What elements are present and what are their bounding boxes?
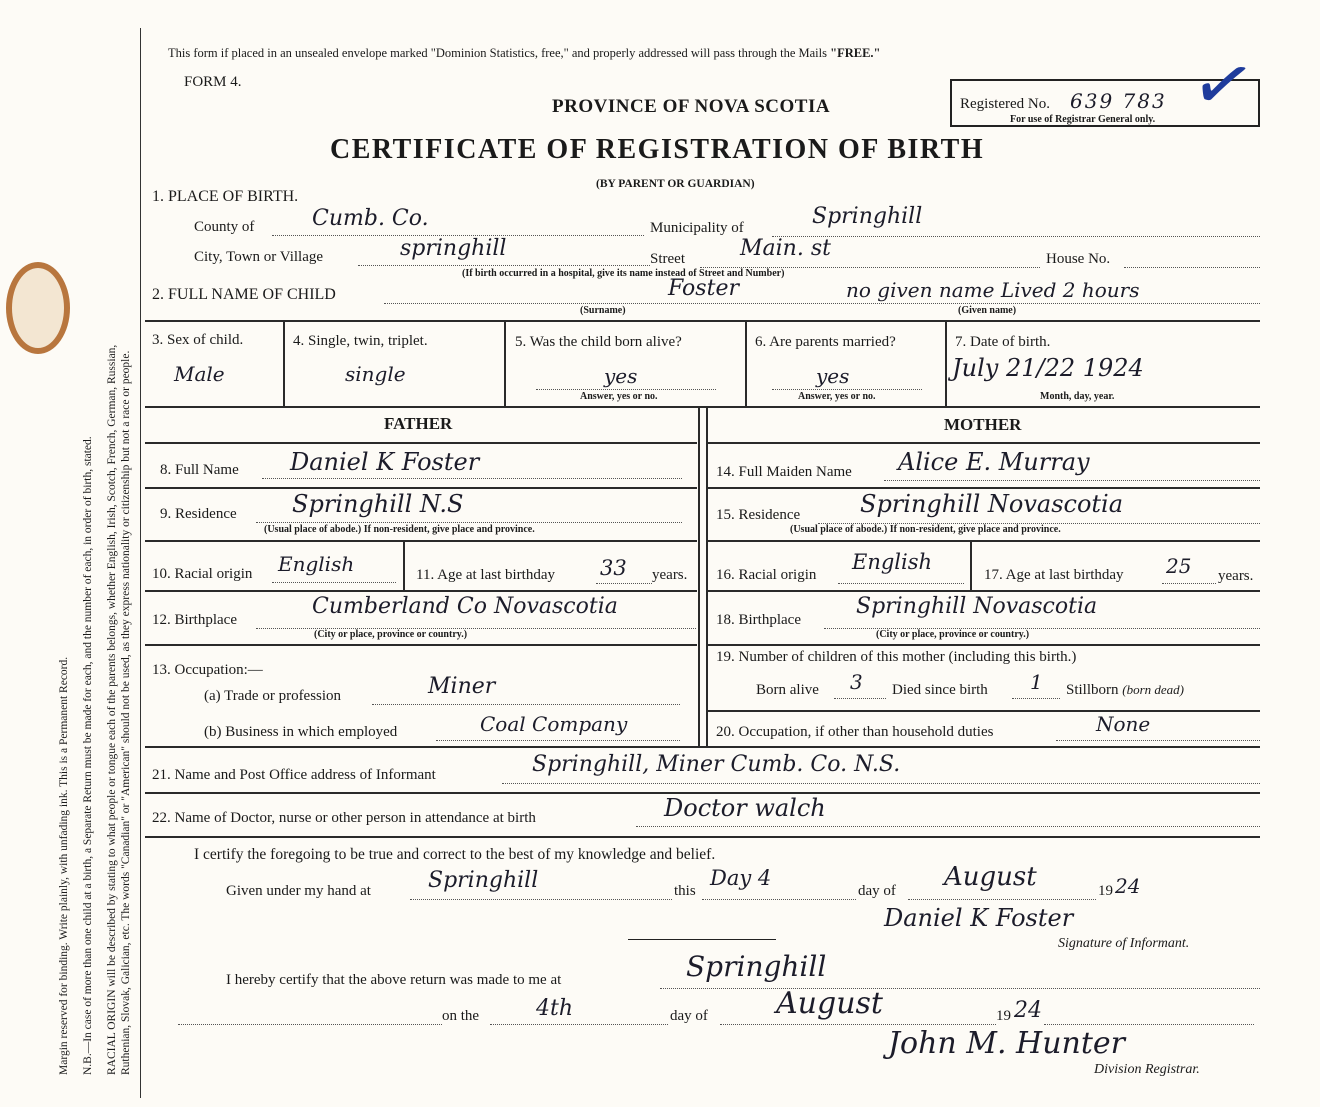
margin-note-3: RACIAL ORIGIN will be described by stating to what people or tongue each of the parents belongs, whether English, Irish, Scotch, French, German, Russian, [106, 344, 118, 1075]
died-label: Died since birth [892, 682, 988, 698]
reg-year-value: 24 [1014, 998, 1042, 1023]
margin-note-2: N.B.—In case of more than one child at a birth, a Separate Return must be made for each, and the number of each, in order of birth, stated. [82, 436, 94, 1075]
father-name-value: Daniel K Foster [290, 448, 480, 476]
mother-birthplace-label: 18. Birthplace [716, 612, 801, 628]
city-label: City, Town or Village [194, 249, 324, 265]
mother-years-label: years. [1218, 568, 1254, 584]
year-value: 24 [1115, 874, 1141, 898]
mother-birthplace-value: Springhill Novascotia [856, 594, 1098, 619]
date-label: 7. Date of birth. [955, 334, 1051, 350]
doctor-value: Doctor walch [664, 794, 826, 822]
stillborn-note: (born dead) [1122, 682, 1185, 697]
date-value: July 21/22 1924 [952, 354, 1144, 382]
reg-day-of-label: day of [670, 1008, 708, 1024]
registrar-caption: Division Registrar. [1094, 1062, 1200, 1077]
margin-rule [140, 28, 141, 1098]
mail-notice-text: This form if placed in an unsealed envelope marked "Dominion Statistics, free," and properly addressed will pass through the Mails [168, 46, 827, 60]
binding-hole [6, 262, 70, 354]
on-the-label: on the [442, 1008, 480, 1024]
mother-residence-value: Springhill Novascotia [860, 490, 1124, 518]
mail-free: "FREE." [830, 46, 881, 60]
stillborn-label [1066, 682, 1184, 699]
children-label: 19. Number of children of this mother (including this birth.) [716, 649, 1077, 665]
father-age-value: 33 [600, 556, 627, 580]
business-label: (b) Business in which employed [204, 724, 398, 740]
certificate-title: CERTIFICATE OF REGISTRATION OF BIRTH [330, 134, 985, 165]
father-residence-value: Springhill N.S [292, 490, 464, 518]
mother-birthplace-caption: (City or place, province or country.) [876, 629, 1030, 640]
alive-label: 5. Was the child born alive? [515, 334, 682, 350]
informant-signature: Daniel K Foster [884, 904, 1074, 932]
given-label: Given under my hand at [226, 883, 371, 899]
surname-caption: (Surname) [580, 305, 626, 316]
street-label: Street [650, 251, 685, 267]
father-race-label: 10. Racial origin [152, 566, 253, 582]
alive-caption: Answer, yes or no. [580, 391, 658, 402]
alive-value: yes [604, 364, 638, 388]
mother-race-value: English [852, 550, 933, 574]
mother-race-label: 16. Racial origin [716, 567, 817, 583]
child-given-value: no given name Lived 2 hours [846, 278, 1140, 302]
given-caption: (Given name) [958, 305, 1017, 316]
registrar-place: Springhill [686, 950, 827, 983]
month-value: August [944, 862, 1037, 892]
day-of-label: day of [858, 883, 896, 899]
date-caption: Month, day, year. [1040, 391, 1115, 402]
mother-name-label: 14. Full Maiden Name [716, 464, 852, 480]
certificate-subtitle: (BY PARENT OR GUARDIAN) [596, 178, 755, 190]
given-place-value: Springhill [428, 868, 539, 893]
child-name-label: 2. FULL NAME OF CHILD [152, 286, 336, 303]
stillborn-text: Stillborn [1066, 682, 1119, 698]
house-label: House No. [1046, 251, 1111, 267]
father-residence-caption: (Usual place of abode.) If non-resident, give place and province. [264, 524, 535, 535]
father-age-label: 11. Age at last birthday [416, 567, 555, 583]
registrar-signature: John M. Hunter [888, 1026, 1126, 1061]
married-value: yes [816, 364, 850, 388]
father-heading: FATHER [384, 414, 453, 433]
check-mark-icon: ✓ [1184, 39, 1262, 133]
died-value: 1 [1030, 670, 1043, 694]
registered-value: 639 783 [1070, 89, 1167, 113]
occupation-label: 13. Occupation:— [152, 662, 263, 678]
married-caption: Answer, yes or no. [798, 391, 876, 402]
father-residence-label: 9. Residence [160, 506, 237, 522]
father-birthplace-value: Cumberland Co Novascotia [312, 594, 618, 619]
business-value: Coal Company [480, 712, 628, 736]
born-alive-value: 3 [850, 670, 863, 694]
certify-statement: I certify the foregoing to be true and correct to the best of my knowledge and belief. [194, 846, 716, 863]
county-value: Cumb. Co. [312, 206, 429, 231]
registrar-note: For use of Registrar General only. [1010, 114, 1156, 125]
mother-age-value: 25 [1166, 554, 1192, 578]
registered-label: Registered No. [960, 96, 1050, 112]
father-birthplace-label: 12. Birthplace [152, 612, 237, 628]
day-value: Day 4 [710, 866, 772, 890]
street-value: Main. st [740, 236, 831, 261]
father-race-value: English [278, 552, 355, 576]
municipality-label: Municipality of [650, 220, 744, 236]
doctor-label: 22. Name of Doctor, nurse or other person in attendance at birth [152, 810, 536, 826]
margin-note-1: Margin reserved for binding. Write plainly, with unfading ink. This is a Permanent Record. [58, 656, 70, 1075]
mother-heading: MOTHER [944, 415, 1022, 434]
reg-month-value: August [776, 986, 883, 1021]
mother-residence-caption: (Usual place of abode.) If non-resident, give place and province. [790, 524, 1061, 535]
reg-day-value: 4th [536, 996, 574, 1021]
sex-label: 3. Sex of child. [152, 332, 244, 348]
trade-label: (a) Trade or profession [204, 688, 342, 704]
informant-value: Springhill, Miner Cumb. Co. N.S. [532, 752, 901, 777]
place-heading: 1. PLACE OF BIRTH. [152, 188, 299, 205]
mother-occupation-label: 20. Occupation, if other than household duties [716, 724, 994, 740]
child-surname-value: Foster [668, 276, 739, 301]
single-label: 4. Single, twin, triplet. [293, 333, 428, 349]
hospital-note: (If birth occurred in a hospital, give its name instead of Street and Number) [462, 268, 785, 279]
married-label: 6. Are parents married? [755, 334, 896, 350]
mother-age-label: 17. Age at last birthday [984, 567, 1124, 583]
father-birthplace-caption: (City or place, province or country.) [314, 629, 468, 640]
informant-label: 21. Name and Post Office address of Informant [152, 767, 436, 783]
sex-value: Male [174, 362, 225, 386]
informant-signature-caption: Signature of Informant. [1058, 936, 1190, 951]
born-alive-label: Born alive [756, 682, 819, 698]
single-value: single [345, 362, 406, 386]
reg-year-prefix: 19 [996, 1008, 1011, 1024]
province-title: PROVINCE OF NOVA SCOTIA [552, 96, 831, 117]
this-label: this [674, 883, 696, 899]
form-number: FORM 4. [184, 74, 242, 90]
mother-occupation-value: None [1096, 712, 1151, 736]
municipality-value: Springhill [812, 204, 923, 229]
mail-notice [168, 46, 880, 61]
county-label: County of [194, 219, 255, 235]
father-name-label: 8. Full Name [160, 462, 239, 478]
trade-value: Miner [428, 674, 496, 699]
mother-name-value: Alice E. Murray [898, 448, 1090, 476]
city-value: springhill [400, 236, 507, 261]
margin-note-4: Ruthenian, Slovak, Galician, etc. The words "Canadian" or "American" should not be used, as they express nationality or citizenship but not a race or people. [120, 350, 132, 1075]
mother-residence-label: 15. Residence [716, 507, 801, 523]
registrar-statement: I hereby certify that the above return was made to me at [226, 972, 562, 988]
father-years-label: years. [652, 567, 688, 583]
year-prefix: 19 [1098, 883, 1113, 899]
